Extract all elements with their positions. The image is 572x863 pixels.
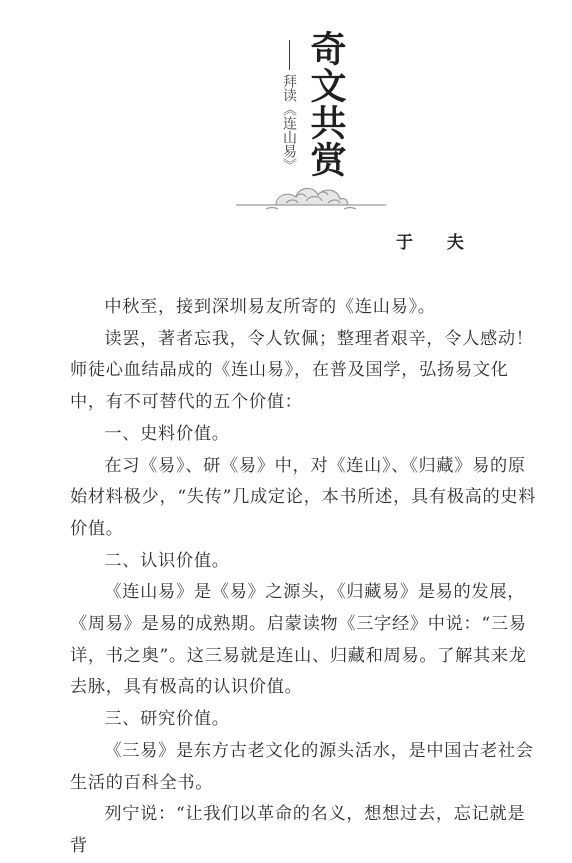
article-subtitle xyxy=(277,40,301,172)
section-heading: 二、认识价值。 xyxy=(104,550,230,571)
paragraph: 《三易》是东方古老文化的源头活水，是中国古老社会生活的百科全书。 xyxy=(70,740,534,793)
paragraph: 读罢，著者忘我，令人钦佩；整理者艰辛，令人感动！师徒心血结晶成的《连山易》，在普及国学，弘扬易文化中，有不可替代的五个价值： xyxy=(70,328,534,413)
section-heading: 三、研究价值。 xyxy=(104,709,230,730)
article-body xyxy=(70,292,540,863)
cloud-ornament xyxy=(236,175,386,215)
subtitle-dash xyxy=(289,40,290,70)
paragraph: 列宁说：“让我们以革命的名义，想想过去，忘记就是背 xyxy=(70,804,526,856)
paragraph: 《连山易》是《易》之源头，《归藏易》是易的发展，《周易》是易的成熟期。启蒙读物《三字经》中说：“三易详，书之奥”。这三易就是连山、归藏和周易。了解其来龙去脉，具有极高的认识价值。 xyxy=(70,582,527,698)
subtitle-text: 拜读《连山易》 xyxy=(281,74,297,172)
paragraph: 在习《易》、研《易》中，对《连山》、《归藏》易的原始材料极少，“失传”几成定论，本书所述，具有极高的史料价值。 xyxy=(70,455,537,539)
article-author: 于 夫 xyxy=(396,233,478,253)
paragraph: 中秋至，接到深圳易友所寄的《连山易》。 xyxy=(104,297,436,317)
section-heading: 一、史料价值。 xyxy=(104,423,230,444)
article-title: 奇文共赏 xyxy=(305,30,346,178)
